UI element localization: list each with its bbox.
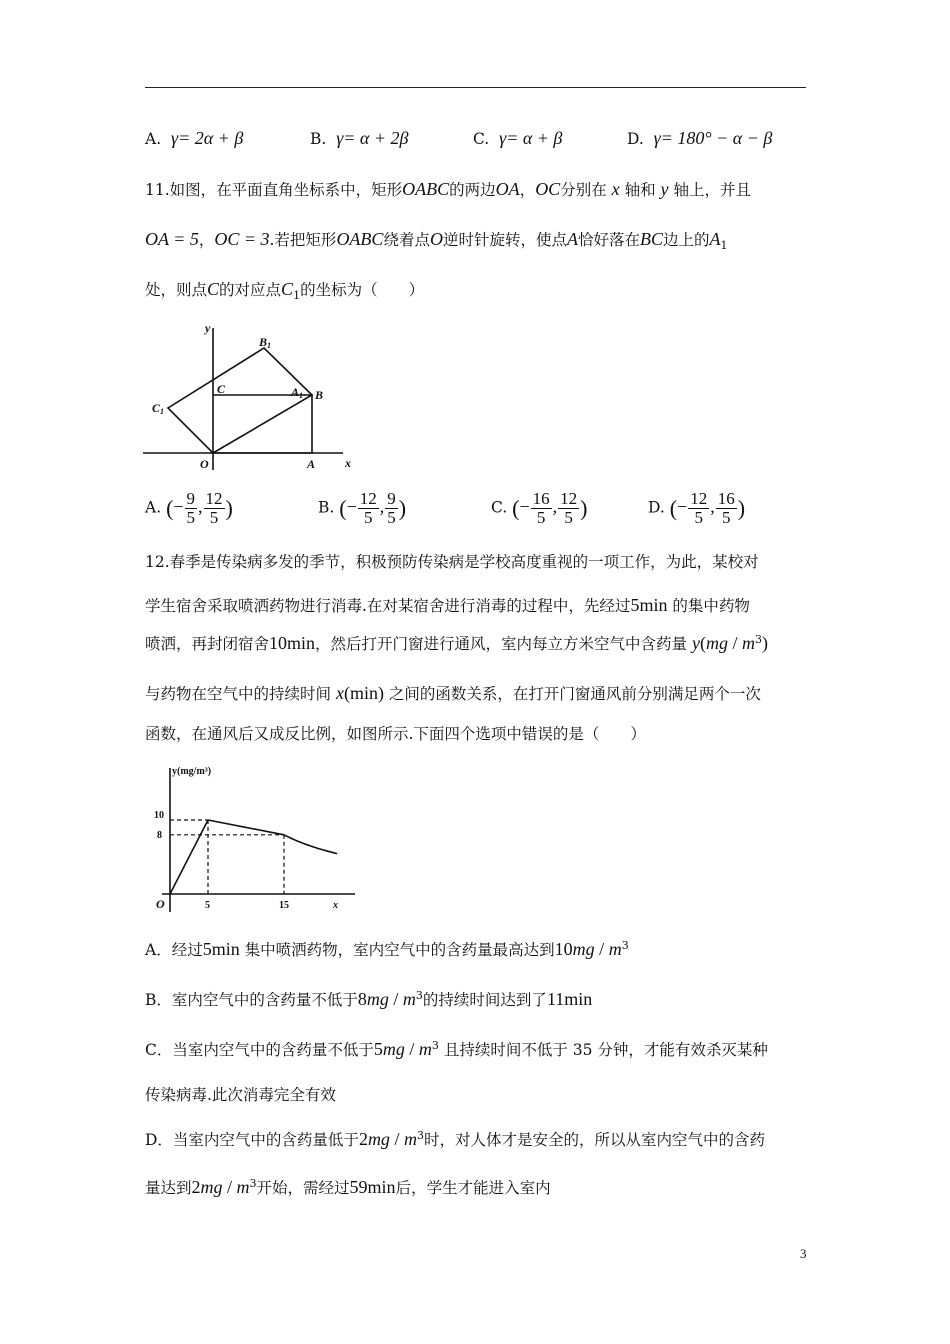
chart-x-tick-5: 5 [205,900,210,911]
fig-b-label: B [315,388,324,402]
fig-c1-label: C1 [152,401,165,416]
q10-option-b: B. γ= α + 2β [310,128,409,148]
segment-inverse-curve [284,835,337,854]
fig-a-label: A [307,457,316,471]
fig-a1-label: A1 [291,385,304,400]
chart-x-tick-15: 15 [279,900,289,911]
fig-b1-label: B1 [259,335,272,350]
q11-rotation-figure [143,320,363,480]
q11-line-3: 处，则点C的对应点$C_1$的坐标为（ ） [145,279,425,303]
q12-line-3: 喷洒，再封闭宿舍10min，然后打开门窗进行通风，室内每立方米空气中含药量 $y(mg / m^3)$ [145,632,768,653]
chart-y-tick-8: 8 [157,829,162,841]
fig-y-label: y [205,321,211,335]
q12-line-2: 学生宿舍采取喷洒药物进行消毒.在对某宿舍进行消毒的过程中，先经过5min 的集中药物 [145,595,750,615]
q12-option-a: A．经过5min 集中喷洒药物，室内空气中的含药量最高达到$10mg / m^3$ [145,938,629,959]
q11-line-2: OA = 5，OC = 3.若把矩形OABC绕着点O逆时针旋转，使点A恰好落在BC边上的$A_1$ [145,229,728,253]
chart-y-tick-10: 10 [154,810,164,821]
segment-increasing [170,820,208,894]
q11-option-c: C. (− $\frac{16}{5}$ , $\frac{12}{5}$ ) [491,489,588,527]
rectangle-oa1b1c1 [168,348,312,453]
q10-option-a: A. γ= 2α + β [145,128,244,148]
q12-concentration-chart [140,760,370,925]
fig-c-label: C [217,382,226,396]
q12-option-b: B．室内空气中的含药量不低于$8mg / m^3$的持续时间达到了11min [145,988,593,1009]
fig-x-label: x [345,456,351,470]
q11-line-1: 11.如图，在平面直角坐标系中，矩形OABC的两边OA，OC分别在 x 轴和 y 轴上，并且 [145,179,751,199]
chart-x-label: x [333,900,338,911]
chart-y-label: y(mg/m³) [172,766,212,777]
segment-decreasing [208,820,284,835]
fig-o-label: O [200,457,209,471]
q12-option-d-line-2: 量达到$2mg / m^3$开始，需经过59min后，学生才能进入室内 [145,1176,551,1197]
q12-line-4: 与药物在空气中的持续时间 x(min) 之间的函数关系，在打开门窗通风前分别满足两个一次 [145,683,761,703]
q12-option-c: C．当室内空气中的含药量不低于$5mg / m^3$ 且持续时间不低于 35 分钟，才能有效杀灭某种 [145,1038,768,1059]
q10-option-c: C. γ= α + β [473,128,563,148]
q12-line-5: 函数，在通风后又成反比例，如图所示.下面四个选项中错误的是（ ） [145,725,646,743]
q10-option-d: D. γ= 180° − α − β [627,128,773,148]
chart-origin-label: O [156,897,165,911]
q12-option-c-line-2: 传染病毒.此次消毒完全有效 [145,1086,336,1104]
q11-option-d: D. (− $\frac{12}{5}$ , $\frac{16}{5}$ ) [648,489,746,527]
header-rule [145,87,806,88]
q12-line-1: 12.春季是传染病多发的季节，积极预防传染病是学校高度重视的一项工作，为此，某校对 [145,553,759,571]
q12-option-d: D．当室内空气中的含药量低于$2mg / m^3$时，对人体才是安全的，所以从室内空气中的含药 [145,1128,765,1149]
q11-option-b: B. (− $\frac{12}{5}$ , $\frac{9}{5}$ ) [318,489,407,527]
page-number: 3 [800,1246,807,1261]
q11-option-a: A. (− $\frac{9}{5}$ , $\frac{12}{5}$ ) [145,489,233,527]
